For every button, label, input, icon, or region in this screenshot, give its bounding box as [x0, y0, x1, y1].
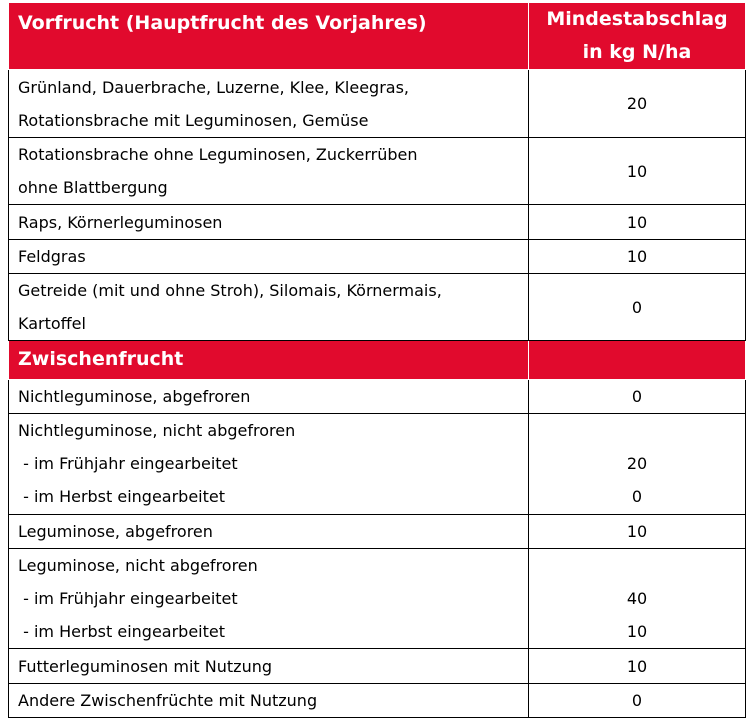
row-value: 10: [529, 615, 746, 649]
row-label: Leguminose, nicht abgefroren: [9, 548, 529, 582]
header-mindestabschlag: [529, 3, 746, 70]
table-row-sub: [9, 480, 746, 514]
table-row: [9, 70, 746, 137]
section-title-empty-cell: [529, 341, 746, 379]
table-row: [9, 205, 746, 239]
row-label: [9, 137, 529, 204]
table-row: [9, 514, 746, 548]
row-label: - im Herbst eingearbeitet: [9, 615, 529, 649]
row-label-line: Grünland, Dauerbrache, Luzerne, Klee, Kleegras,: [18, 77, 410, 97]
row-label: Nichtleguminose, nicht abgefroren: [9, 413, 529, 447]
row-label: - im Frühjahr eingearbeitet: [9, 447, 529, 480]
header-mindestabschlag-line2: in kg N/ha: [582, 41, 692, 64]
row-value: 0: [529, 273, 746, 340]
row-label: Andere Zwischenfrüchte mit Nutzung: [9, 683, 529, 717]
table-header-row: [9, 3, 746, 70]
table-row: [9, 137, 746, 204]
header-mindestabschlag-line1: Mindestabschlag: [546, 8, 728, 31]
table-row: [9, 379, 746, 413]
row-label-line: Rotationsbrache ohne Leguminosen, Zuckerrüben: [18, 145, 418, 165]
row-label: - im Frühjahr eingearbeitet: [9, 582, 529, 615]
row-label-line: Getreide (mit und ohne Stroh), Silomais, Körnermais,: [18, 281, 442, 301]
row-label: Raps, Körnerleguminosen: [9, 205, 529, 239]
row-value: 10: [529, 649, 746, 683]
table-row: [9, 649, 746, 683]
row-value: 10: [529, 514, 746, 548]
row-label: Feldgras: [9, 239, 529, 273]
row-value: 0: [529, 480, 746, 514]
row-value: 10: [529, 205, 746, 239]
table-row-sub: [9, 582, 746, 615]
table-row-sub: [9, 447, 746, 480]
row-label: Leguminose, abgefroren: [9, 514, 529, 548]
table-row: [9, 683, 746, 717]
header-vorfrucht: Vorfrucht (Hauptfrucht des Vorjahres): [9, 3, 529, 70]
row-label: - im Herbst eingearbeitet: [9, 480, 529, 514]
row-value: 0: [529, 683, 746, 717]
row-value: 10: [529, 239, 746, 273]
section-header-row: [9, 341, 746, 379]
row-label: Nichtleguminose, abgefroren: [9, 379, 529, 413]
table-row: [9, 273, 746, 340]
row-label: [9, 273, 529, 340]
table-row-sub: [9, 615, 746, 649]
row-value: 10: [529, 137, 746, 204]
row-label: [9, 70, 529, 137]
row-label-line: Kartoffel: [18, 314, 86, 334]
row-value: [529, 548, 746, 582]
row-value: 40: [529, 582, 746, 615]
row-value: [529, 413, 746, 447]
row-label: Futterleguminosen mit Nutzung: [9, 649, 529, 683]
row-label-line: Rotationsbrache mit Leguminosen, Gemüse: [18, 110, 369, 130]
row-value: 20: [529, 447, 746, 480]
nitrogen-deduction-table: [8, 2, 746, 718]
table-row-group-title: [9, 548, 746, 582]
section-title: Zwischenfrucht: [9, 341, 529, 379]
table-row: [9, 239, 746, 273]
table-row-group-title: [9, 413, 746, 447]
row-label-line: ohne Blattbergung: [18, 178, 168, 198]
row-value: 0: [529, 379, 746, 413]
row-value: 20: [529, 70, 746, 137]
